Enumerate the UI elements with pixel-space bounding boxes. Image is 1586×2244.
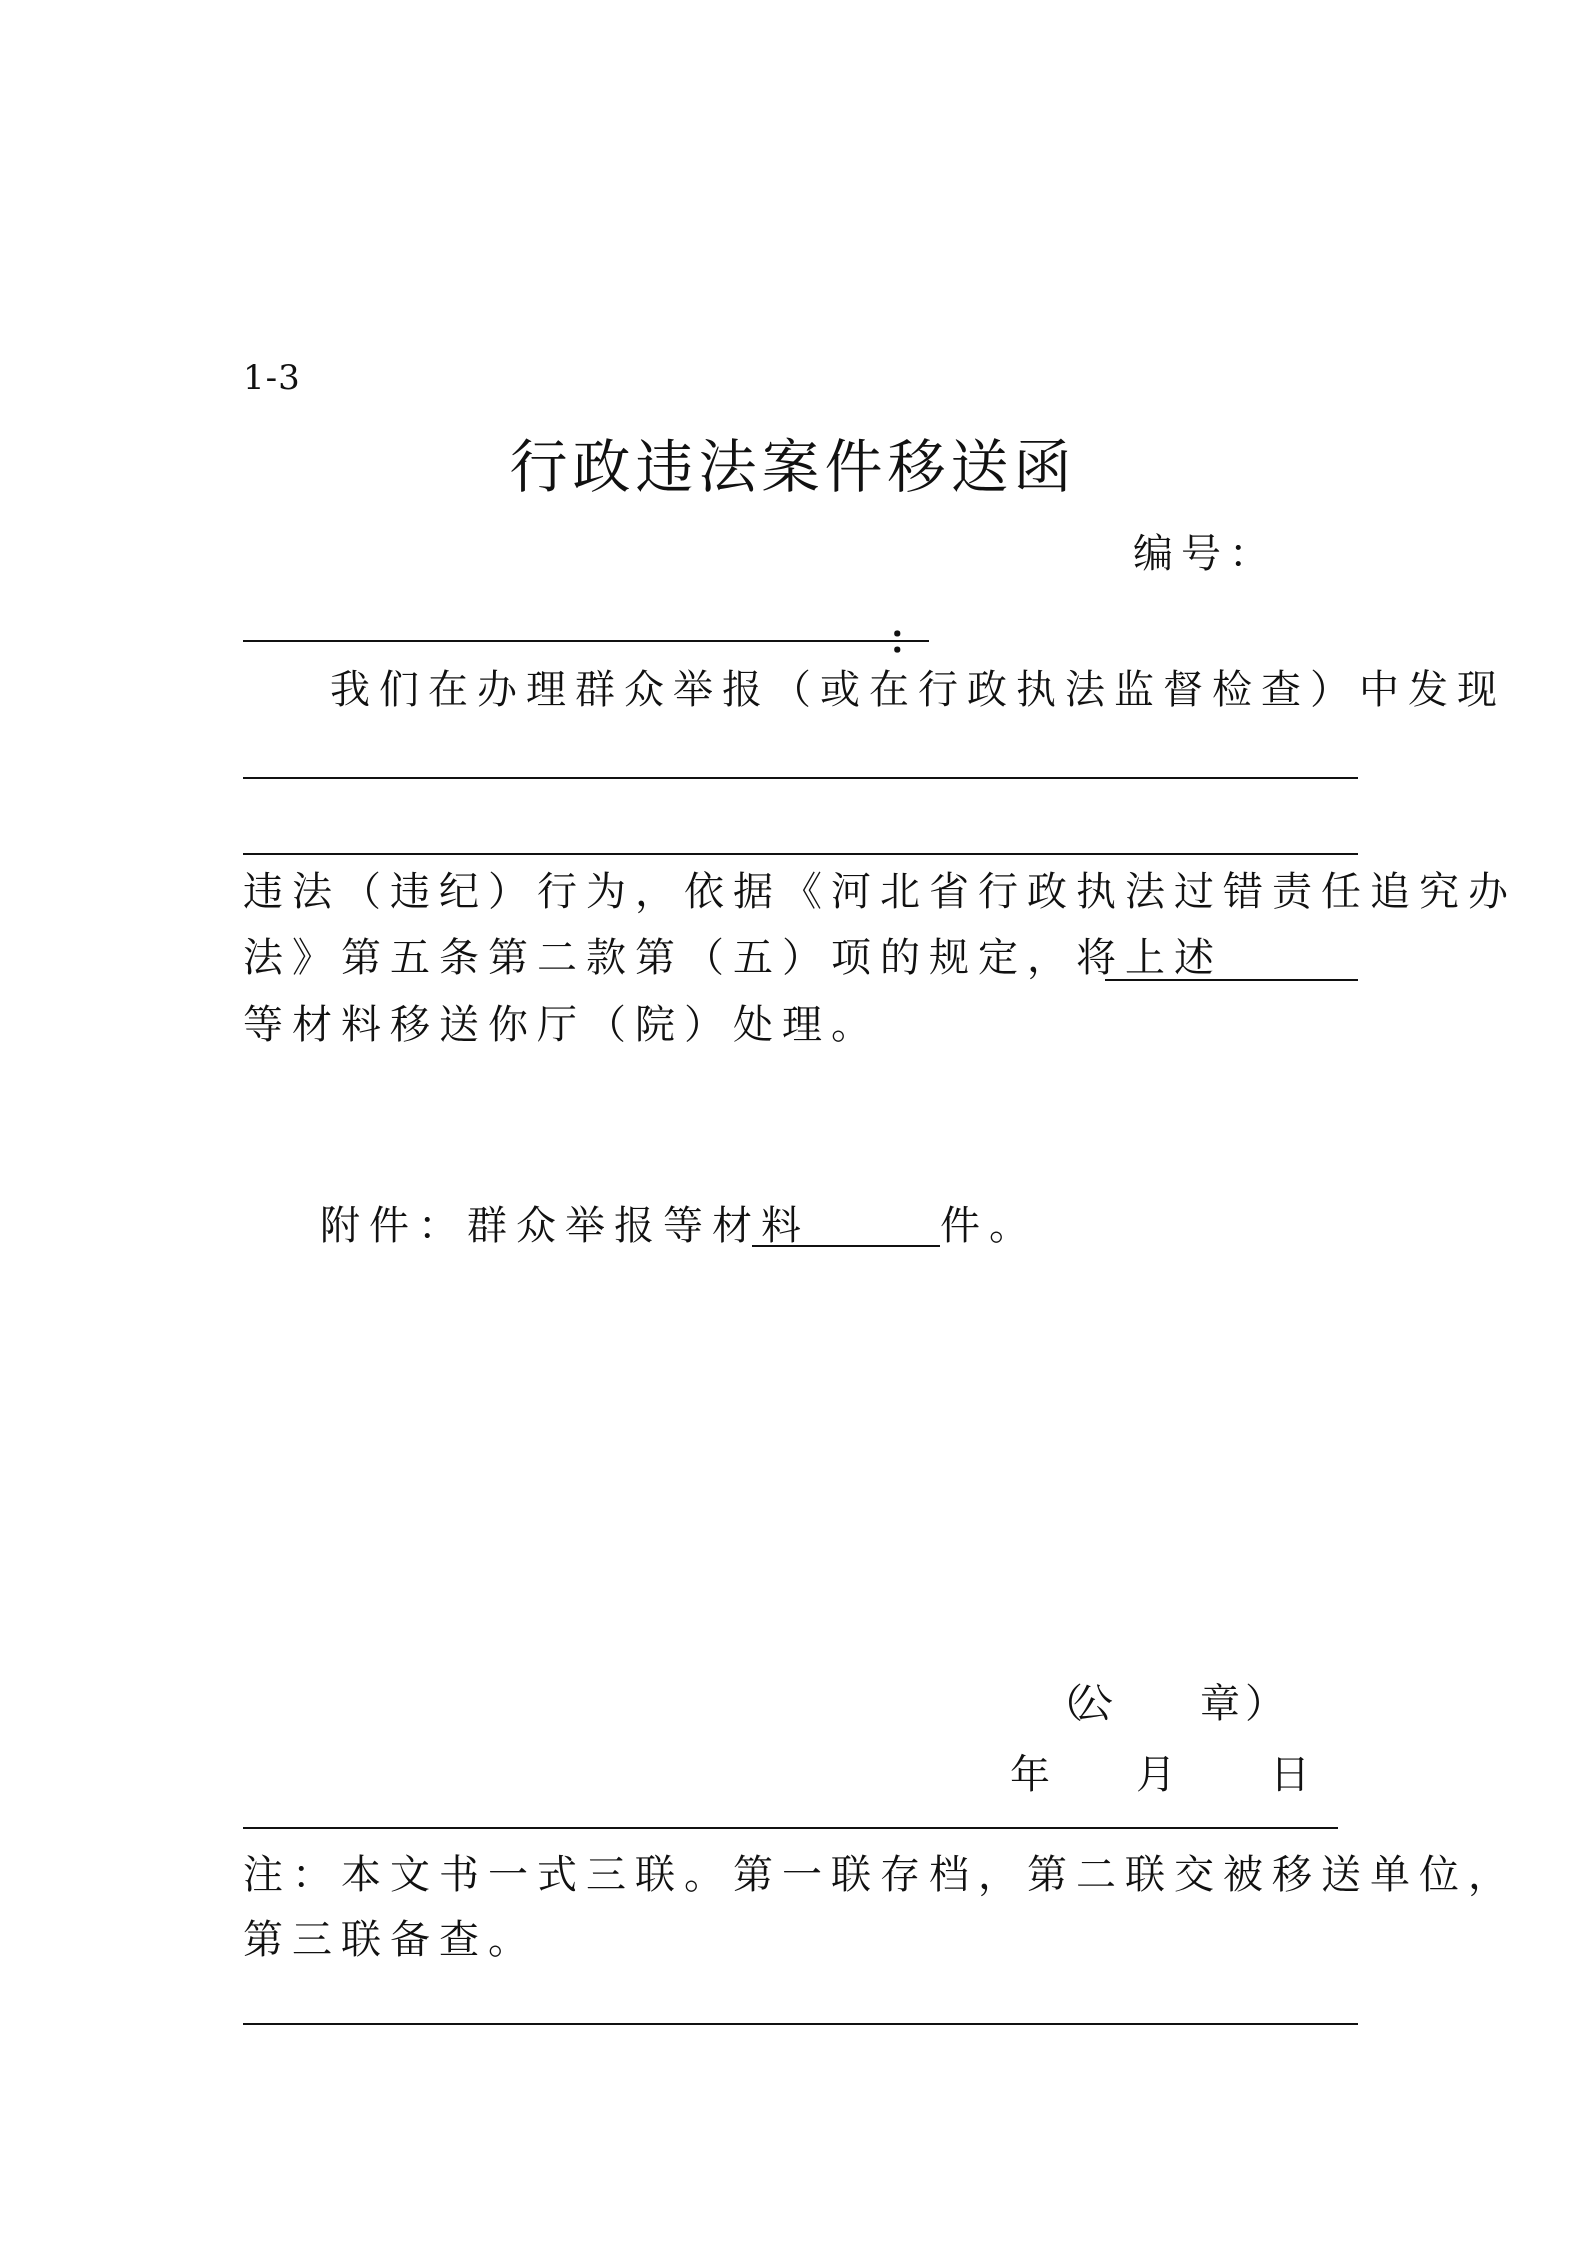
- seal-label-gong: 公: [1073, 1681, 1113, 1727]
- date-year-label: 年: [1010, 1752, 1050, 1798]
- body-paragraph-transfer: 等材料移送你厅（院）处理。: [243, 1002, 880, 1048]
- attachment-label: 附件：群众举报等材料: [320, 1203, 810, 1249]
- body-paragraph-basis: 违法（违纪）行为，依据《河北省行政执法过错责任追究办: [243, 869, 1517, 915]
- seal-label-zhang: 章: [1200, 1681, 1240, 1727]
- note-separator-line: [243, 1827, 1338, 1829]
- document-number-label: 编号：: [1133, 531, 1277, 577]
- footer-line: [243, 2023, 1358, 2025]
- seal-close-paren: ）: [1245, 1681, 1285, 1727]
- attachment-count-blank-line: [752, 1245, 940, 1247]
- body-paragraph-intro: 我们在办理群众举报（或在行政执法监督检查）中发现: [330, 667, 1506, 713]
- materials-blank-line: [1105, 979, 1358, 981]
- document-code: 1-3: [243, 358, 301, 398]
- date-day-label: 日: [1270, 1752, 1310, 1798]
- note-line-1: 注：本文书一式三联。第一联存档，第二联交被移送单位，: [243, 1852, 1517, 1898]
- body-paragraph-provision: 法》第五条第二款第（五）项的规定，将上述: [243, 935, 1223, 981]
- document-title: 行政违法案件移送函: [509, 433, 1077, 501]
- seal-open-paren: （: [1043, 1681, 1083, 1727]
- recipient-colon: ：: [888, 616, 928, 663]
- recipient-blank-line: [243, 640, 929, 642]
- attachment-suffix: 件。: [940, 1203, 1038, 1249]
- date-month-label: 月: [1136, 1752, 1176, 1798]
- note-line-2: 第三联备查。: [243, 1917, 537, 1963]
- finding-blank-line-2: [243, 853, 1358, 855]
- finding-blank-line-1: [243, 777, 1358, 779]
